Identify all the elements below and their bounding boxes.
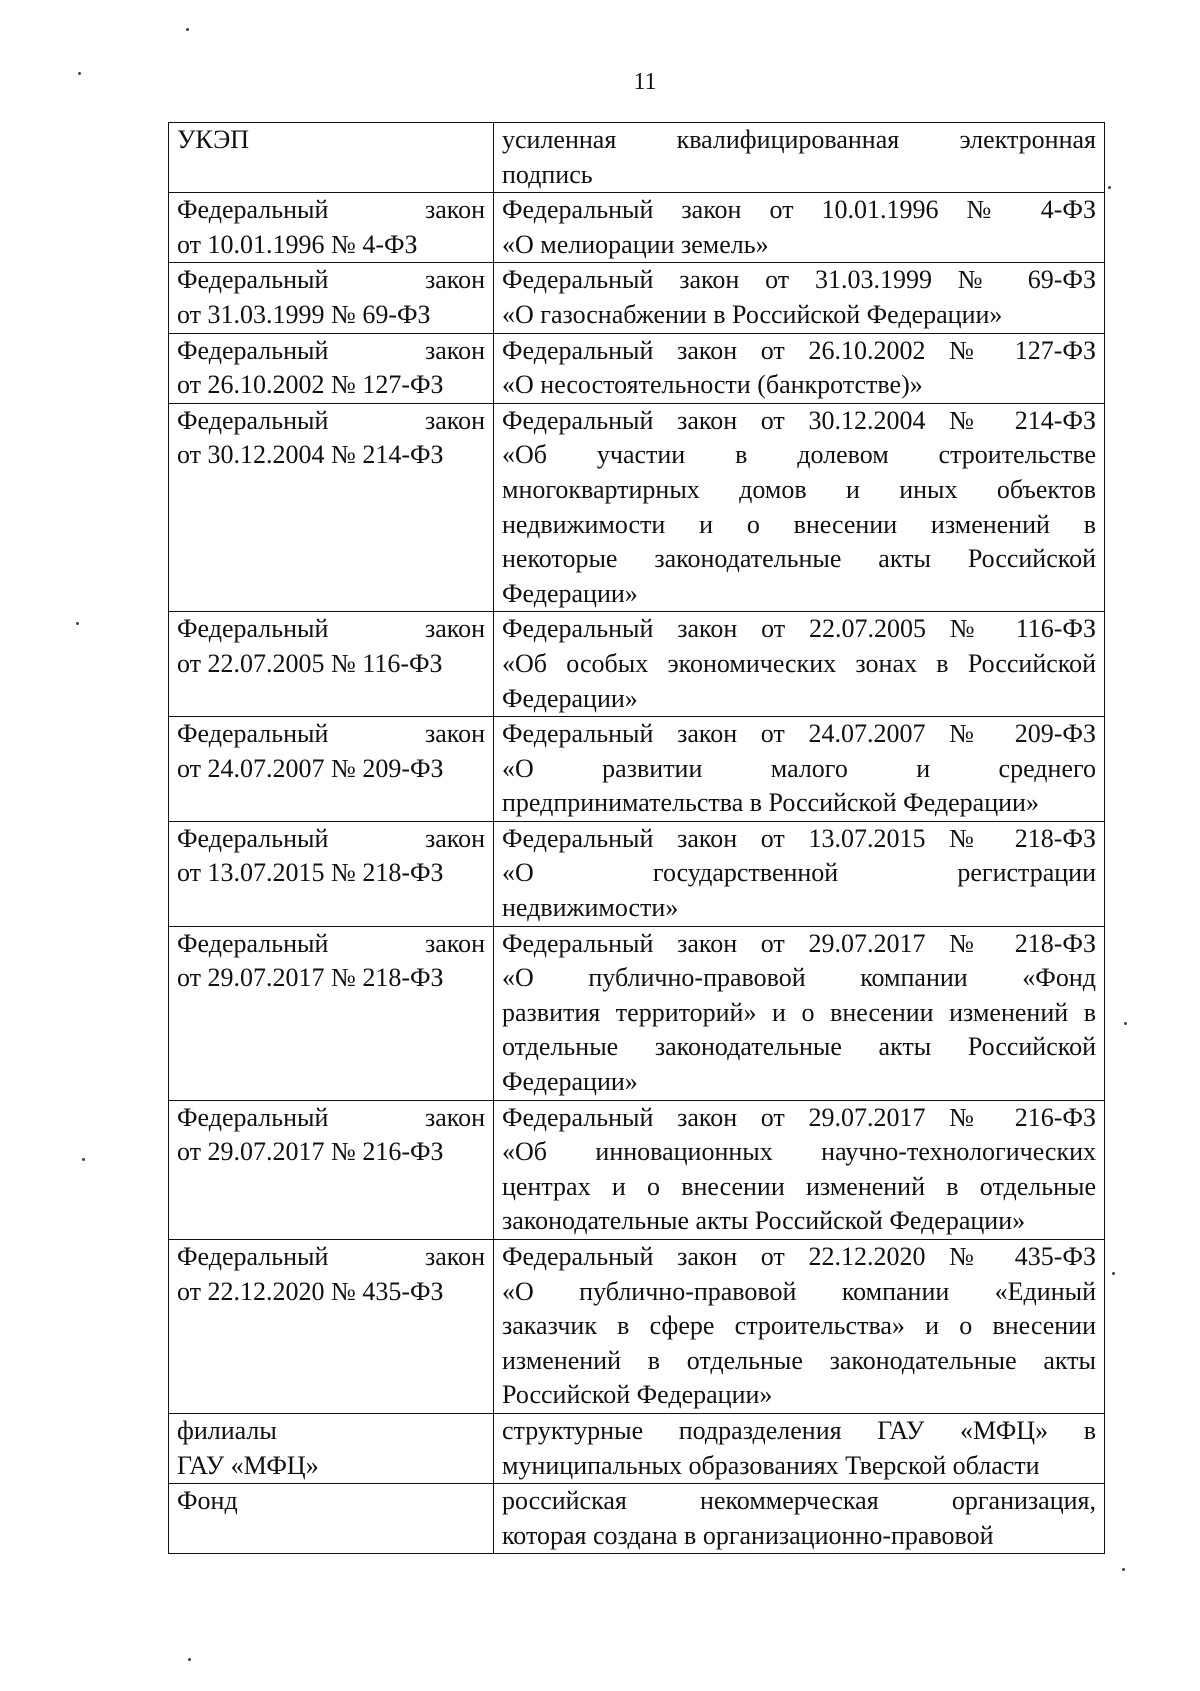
table-row xyxy=(169,1240,1105,1414)
term-line: Фонд xyxy=(177,1486,238,1516)
term-cell xyxy=(169,263,494,333)
term-cell xyxy=(169,1413,494,1483)
term-line: Федеральный закон xyxy=(177,335,485,365)
definition-cell xyxy=(494,1413,1105,1483)
definition-line: Федеральный закон от 22.07.2005 № 116-ФЗ xyxy=(502,614,1096,644)
definition-line: заказчик в сфере строительства» и о внесении xyxy=(502,1311,1096,1341)
definition-line: «Об инновационных научно-технологических xyxy=(502,1137,1096,1167)
definition-cell xyxy=(494,1484,1105,1554)
scan-speck xyxy=(186,28,189,31)
term-line: Федеральный закон xyxy=(177,405,485,435)
scan-speck xyxy=(76,622,79,625)
definition-line: Федеральный закон от 13.07.2015 № 218-ФЗ xyxy=(502,823,1096,853)
term-line: от 30.12.2004 № 214-ФЗ xyxy=(177,440,444,470)
table-row xyxy=(169,263,1105,333)
definition-line: усиленная квалифицированная электронная xyxy=(502,125,1096,154)
definition-line: Федерации» xyxy=(502,683,638,713)
table-row xyxy=(169,1413,1105,1483)
definition-cell xyxy=(494,1100,1105,1239)
definition-line: Федеральный закон от 24.07.2007 № 209-ФЗ xyxy=(502,719,1096,749)
term-cell xyxy=(169,403,494,612)
term-line: Федеральный закон xyxy=(177,265,485,295)
definition-line: «О несостоятельности (банкротстве)» xyxy=(502,370,923,400)
definition-cell xyxy=(494,1240,1105,1414)
term-cell xyxy=(169,821,494,926)
scan-speck xyxy=(1112,1272,1115,1275)
scan-speck xyxy=(78,72,81,75)
term-line: от 22.07.2005 № 116-ФЗ xyxy=(177,648,443,678)
term-line: Федеральный закон xyxy=(177,719,485,749)
definition-line: Федеральный закон от 30.12.2004 № 214-ФЗ xyxy=(502,405,1096,435)
page-number: 11 xyxy=(633,69,657,95)
term-line: от 26.10.2002 № 127-ФЗ xyxy=(177,370,444,400)
definition-line: «О государственной регистрации xyxy=(502,858,1096,888)
definition-line: центрах и о внесении изменений в отдельные xyxy=(502,1171,1096,1201)
table-row xyxy=(169,926,1105,1100)
definition-line: Федеральный закон от 29.07.2017 № 216-ФЗ xyxy=(502,1102,1096,1132)
term-cell xyxy=(169,717,494,822)
terms-table-body xyxy=(169,123,1105,1554)
term-line: от 13.07.2015 № 218-ФЗ xyxy=(177,858,444,888)
term-cell xyxy=(169,333,494,403)
definition-line: российская некоммерческая организация, xyxy=(502,1486,1096,1516)
definition-line: изменений в отдельные законодательные акты xyxy=(502,1345,1096,1375)
scan-speck xyxy=(1122,1568,1125,1571)
table-row xyxy=(169,123,1105,193)
term-line: от 29.07.2017 № 218-ФЗ xyxy=(177,963,444,993)
definition-cell xyxy=(494,612,1105,717)
definition-cell xyxy=(494,403,1105,612)
table-row xyxy=(169,821,1105,926)
definition-line: Федерации» xyxy=(502,578,638,608)
term-cell xyxy=(169,1100,494,1239)
definition-cell xyxy=(494,123,1105,193)
definition-cell xyxy=(494,717,1105,822)
term-cell xyxy=(169,193,494,263)
definition-line: предпринимательства в Российской Федерации» xyxy=(502,788,1039,818)
definition-line: «Об участии в долевом строительстве xyxy=(502,440,1096,470)
scan-speck xyxy=(82,1158,85,1161)
scan-speck xyxy=(1124,1022,1127,1025)
table-row xyxy=(169,193,1105,263)
definition-line: отдельные законодательные акты Российской xyxy=(502,1032,1096,1062)
definition-line: «Об особых экономических зонах в Российской xyxy=(502,648,1096,678)
term-line: Федеральный закон xyxy=(177,614,485,644)
definition-line: некоторые законодательные акты Российской xyxy=(502,544,1096,574)
definition-cell xyxy=(494,821,1105,926)
definition-line: развития территорий» и о внесении изменений в xyxy=(502,997,1096,1027)
definition-line: структурные подразделения ГАУ «МФЦ» в xyxy=(502,1415,1096,1445)
term-cell xyxy=(169,612,494,717)
term-cell xyxy=(169,1240,494,1414)
term-cell xyxy=(169,123,494,193)
definition-cell xyxy=(494,263,1105,333)
scan-speck xyxy=(1108,186,1111,189)
terms-table xyxy=(168,122,1105,1554)
term-line: УКЭП xyxy=(177,125,250,154)
table-row xyxy=(169,1484,1105,1554)
term-line: Федеральный закон xyxy=(177,823,485,853)
term-cell xyxy=(169,1484,494,1554)
definition-cell xyxy=(494,926,1105,1100)
definition-cell xyxy=(494,333,1105,403)
term-line: от 31.03.1999 № 69-ФЗ xyxy=(177,299,431,329)
definition-line: Федеральный закон от 26.10.2002 № 127-ФЗ xyxy=(502,335,1096,365)
definition-line: недвижимости и о внесении изменений в xyxy=(502,509,1096,539)
term-line: филиалы xyxy=(177,1415,277,1445)
definition-line: Федеральный закон от 22.12.2020 № 435-ФЗ xyxy=(502,1242,1096,1271)
table-row xyxy=(169,1100,1105,1239)
definition-line: «О газоснабжении в Российской Федерации» xyxy=(502,299,1003,329)
term-cell xyxy=(169,926,494,1100)
term-line: от 22.12.2020 № 435-ФЗ xyxy=(177,1276,444,1306)
definition-line: муниципальных образованиях Тверской области xyxy=(502,1450,1040,1480)
definition-cell xyxy=(494,193,1105,263)
definition-line: «О публично-правовой компании «Единый xyxy=(502,1276,1096,1306)
scan-speck xyxy=(188,1658,191,1661)
definition-line: Федерации» xyxy=(502,1067,638,1097)
definition-line: подпись xyxy=(502,159,593,189)
definition-line: которая создана в организационно-правовой xyxy=(502,1520,994,1550)
term-line: ГАУ «МФЦ» xyxy=(177,1450,319,1480)
definition-line: Российской Федерации» xyxy=(502,1380,773,1410)
definition-line: «О развитии малого и среднего xyxy=(502,753,1096,783)
term-line: от 29.07.2017 № 216-ФЗ xyxy=(177,1137,444,1167)
term-line: Федеральный закон xyxy=(177,195,485,225)
table-row xyxy=(169,333,1105,403)
table-row xyxy=(169,612,1105,717)
definition-line: Федеральный закон от 29.07.2017 № 218-ФЗ xyxy=(502,928,1096,958)
definition-line: недвижимости» xyxy=(502,893,679,923)
definition-line: многоквартирных домов и иных объектов xyxy=(502,474,1096,504)
term-line: Федеральный закон xyxy=(177,928,485,958)
term-line: Федеральный закон xyxy=(177,1242,485,1271)
table-row xyxy=(169,403,1105,612)
term-line: от 24.07.2007 № 209-ФЗ xyxy=(177,753,444,783)
definition-line: Федеральный закон от 10.01.1996 № 4-ФЗ xyxy=(502,195,1096,225)
definition-line: законодательные акты Российской Федерации» xyxy=(502,1206,1026,1236)
term-line: Федеральный закон xyxy=(177,1102,485,1132)
table-row xyxy=(169,717,1105,822)
term-line: от 10.01.1996 № 4-ФЗ xyxy=(177,229,418,259)
definition-line: Федеральный закон от 31.03.1999 № 69-ФЗ xyxy=(502,265,1096,295)
definition-line: «О публично-правовой компании «Фонд xyxy=(502,963,1096,993)
definition-line: «О мелиорации земель» xyxy=(502,229,769,259)
